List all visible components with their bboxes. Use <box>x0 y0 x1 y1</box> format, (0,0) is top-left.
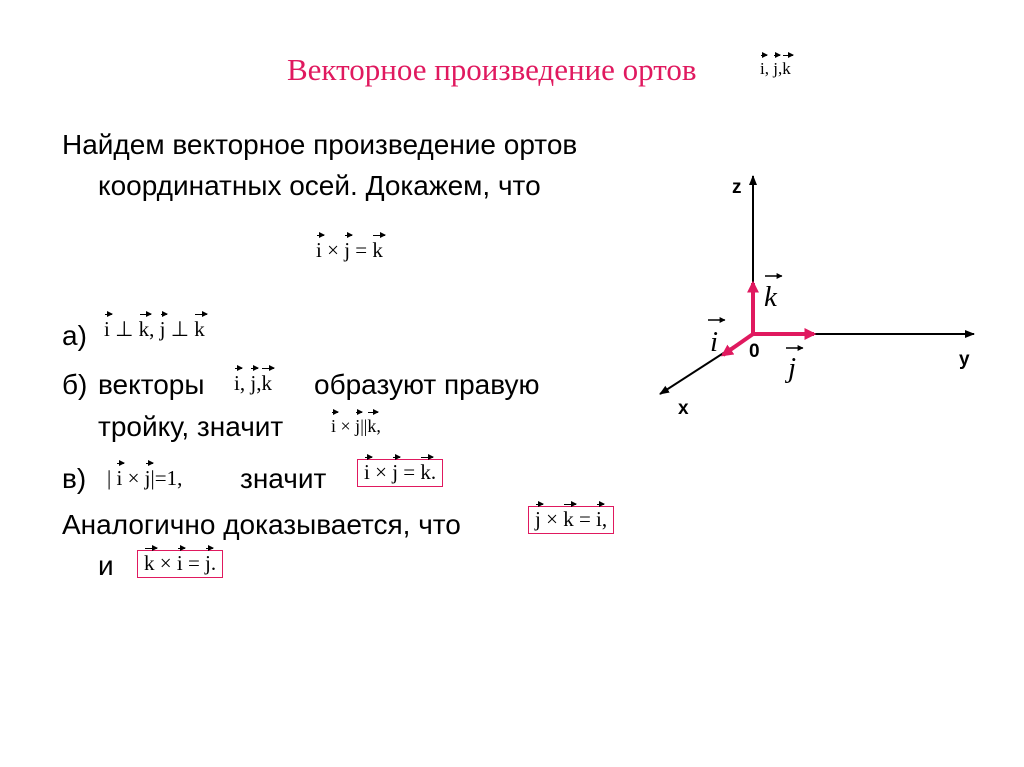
title-vector-i: i <box>760 59 765 78</box>
k-vector-label: k <box>764 281 777 313</box>
title-vectors: i, j,k <box>760 59 791 78</box>
claim-vec-i: i <box>316 238 322 262</box>
claim-op: × <box>327 238 339 262</box>
analog-and: и <box>98 550 114 581</box>
origin-label: 0 <box>749 341 760 362</box>
analog-1-vec-j: j <box>535 507 541 531</box>
analog-1-tail: , <box>601 507 608 531</box>
analog-2-eq: = <box>187 551 200 575</box>
x-axis-label: x <box>678 398 689 419</box>
claim-eq: = <box>355 238 368 262</box>
y-axis-label: y <box>959 349 970 370</box>
item-b-marker: б) <box>62 369 88 400</box>
i-vector-label: i <box>710 326 719 358</box>
item-c-val: 1 <box>166 466 178 490</box>
intro-line-1: Найдем векторное произведение ортов <box>62 129 578 160</box>
item-c-box-i: i <box>364 460 370 484</box>
item-b-text-before: векторы <box>98 369 205 400</box>
item-a-vec-k-1: k <box>138 317 150 341</box>
claim-vec-k: k <box>372 238 383 262</box>
item-c-box-k: k <box>420 460 431 484</box>
analog-1-op: × <box>546 507 558 531</box>
item-c-eq: = <box>154 466 167 490</box>
claim-vec-j: j <box>344 238 351 262</box>
analog-text: Аналогично доказывается, что <box>62 509 461 540</box>
item-c-vec-j: j <box>144 466 151 490</box>
item-a-sep: , <box>149 317 155 341</box>
analog-2-vec-i: i <box>176 551 183 575</box>
item-a-perp-2: ⊥ <box>170 317 190 341</box>
item-b-line-2: тройку, значит <box>98 411 284 442</box>
analog-2-tail: . <box>210 551 217 575</box>
j-vector-label: j <box>788 352 797 384</box>
item-b-vec-k: k <box>261 371 272 395</box>
item-b-form-k: k <box>367 416 377 436</box>
item-c-vec-i: i <box>116 466 123 490</box>
item-c-box-tail: . <box>430 460 437 484</box>
item-a-marker: а) <box>62 320 87 351</box>
item-a-vec-j: j <box>159 317 166 341</box>
item-b-form-tail: , <box>376 416 381 436</box>
item-c-box-j: j <box>392 460 399 484</box>
item-c-box-eq: = <box>403 460 416 484</box>
analog-1-vec-i: i <box>596 507 602 531</box>
item-b-vec-j: j <box>250 371 257 395</box>
analog-2-op: × <box>159 551 172 575</box>
item-b-form-j: j <box>355 416 361 436</box>
analog-2-vec-k: k <box>144 551 155 575</box>
analog-1-vec-k: k <box>563 507 574 531</box>
item-b-vec-i: i <box>234 371 240 395</box>
item-b-vectors: i, j,k <box>234 371 272 395</box>
item-c-word: значит <box>240 463 327 494</box>
analog-2-vec-j: j <box>205 551 211 575</box>
title-text: Векторное произведение ортов <box>287 52 697 87</box>
analog-1-eq: = <box>578 507 591 531</box>
item-a-vec-i: i <box>104 317 110 341</box>
item-c-formula: | i × j|=1, <box>107 466 183 490</box>
item-b-form-par: || <box>360 416 368 436</box>
item-c-marker: в) <box>62 463 87 494</box>
item-a-perp-1: ⊥ <box>115 317 134 341</box>
title-vector-k: k <box>782 59 791 78</box>
item-a-vec-k-2: k <box>194 317 205 341</box>
item-c-op: × <box>127 466 140 490</box>
intro-line-2: координатных осей. Докажем, что <box>98 170 541 201</box>
item-b-form-i: i <box>331 416 337 436</box>
item-b-form-op: × <box>340 416 351 436</box>
item-c-box-op: × <box>375 460 387 484</box>
z-axis-label: z <box>732 177 742 198</box>
title-vector-j: j <box>773 59 778 78</box>
item-c-tail: , <box>177 466 183 490</box>
item-b-text-after: образуют правую <box>314 369 540 400</box>
